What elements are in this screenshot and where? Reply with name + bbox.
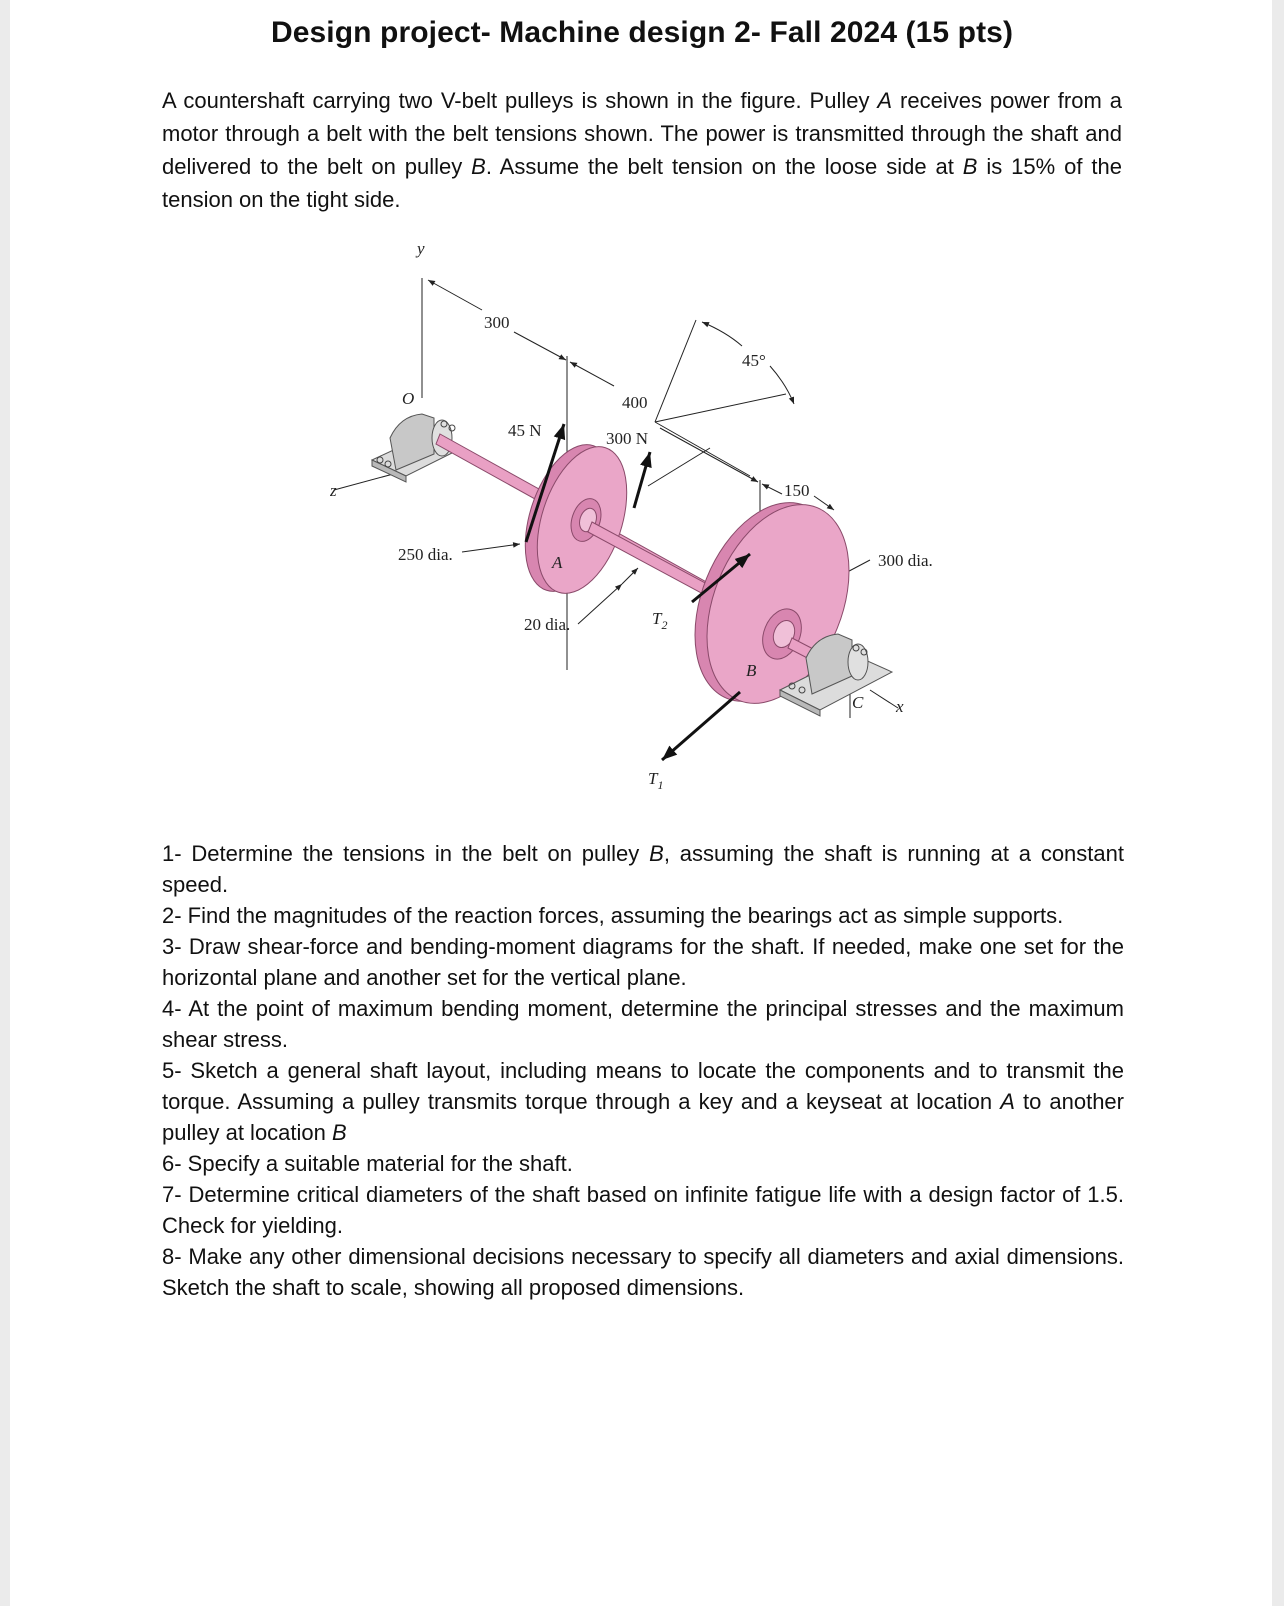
force-300n-arrow bbox=[634, 452, 650, 508]
label-z-axis: z bbox=[330, 481, 337, 500]
dia-20-leader-2 bbox=[622, 568, 638, 584]
label-x-axis: x bbox=[896, 697, 904, 716]
intro-pulley-b-2: B bbox=[962, 154, 978, 179]
question-5: 5- Sketch a general shaft layout, including means to locate the components and to transmit the torque. Assuming a pulley transmits torque through a key and a keyseat at location A to another pulley at location B bbox=[162, 1058, 1124, 1145]
angle-arc-1 bbox=[702, 322, 742, 346]
shaft-axis-extension bbox=[655, 422, 750, 476]
angle-45-label: 45° bbox=[742, 351, 766, 370]
countershaft-diagram bbox=[330, 238, 970, 828]
intro-pulley-b: B bbox=[471, 154, 486, 179]
dia-20-leader bbox=[578, 584, 622, 624]
angle-arc-2 bbox=[770, 366, 794, 404]
question-8: 8- Make any other dimensional decisions necessary to specify all diameters and axial dimensions. Sketch the shaft to scale, showing all proposed dimensions. bbox=[162, 1244, 1124, 1300]
force-300n-label: 300 N bbox=[606, 429, 649, 448]
question-3: 3- Draw shear-force and bending-moment diagrams for the shaft. If needed, make one set for the horizontal plane and another set for the vertical plane. bbox=[162, 934, 1124, 990]
intro-text-2: receives power from a motor through a belt with the belt tensions shown. The power is transmitted through the shaft and delivered to the belt on pulley bbox=[162, 88, 1122, 179]
countershaft-figure bbox=[330, 238, 970, 828]
question-1: 1- Determine the tensions in the belt on pulley B, assuming the shaft is running at a constant speed. bbox=[162, 841, 1124, 897]
dim-300-right bbox=[514, 332, 566, 360]
angle-ref-line-3 bbox=[648, 448, 710, 486]
question-7: 7- Determine critical diameters of the shaft based on infinite fatigue life with a design factor of 1.5. Check for yielding. bbox=[162, 1182, 1124, 1238]
dim-300-label: 300 bbox=[484, 313, 510, 332]
question-2: 2- Find the magnitudes of the reaction forces, assuming the bearings act as simple supports. bbox=[162, 903, 1064, 928]
t1-arrow bbox=[662, 692, 740, 760]
angle-ref-line-1 bbox=[655, 320, 696, 422]
intro-pulley-a: A bbox=[877, 88, 893, 113]
dim-400-right bbox=[660, 428, 758, 482]
t2-label: $T_2$ bbox=[652, 609, 668, 632]
intro-text-4: is 15% of the tension on the tight side. bbox=[162, 154, 1122, 212]
page-title: Design project- Machine design 2- Fall 2024 (15 pts) bbox=[270, 16, 1014, 49]
figure-labels bbox=[330, 239, 933, 792]
dia-20-label: 20 dia. bbox=[524, 615, 571, 634]
dia-250-label: 250 dia. bbox=[398, 545, 453, 564]
dia-250-leader bbox=[462, 544, 520, 552]
label-origin-o: O bbox=[402, 389, 415, 408]
bearing-c-label: C bbox=[852, 693, 864, 712]
x-axis-line bbox=[870, 690, 898, 708]
pulley-a-label: A bbox=[552, 553, 563, 572]
dim-150-left bbox=[762, 484, 782, 494]
dim-300-left bbox=[428, 280, 482, 310]
document-page bbox=[10, 0, 1272, 1606]
t1-label: $T_1$ bbox=[648, 769, 664, 792]
dim-150-label: 150 bbox=[784, 481, 810, 500]
label-y-axis: y bbox=[417, 239, 425, 258]
problem-statement bbox=[162, 84, 1122, 216]
pulley-a bbox=[508, 433, 643, 604]
angle-ref-line-2 bbox=[655, 394, 786, 422]
dim-400-label: 400 bbox=[622, 393, 648, 412]
dim-400-left bbox=[570, 362, 614, 386]
question-list bbox=[162, 838, 1124, 1303]
dia-300-label: 300 dia. bbox=[878, 551, 933, 570]
question-4: 4- At the point of maximum bending moment, determine the principal stresses and the maximum shear stress. bbox=[162, 996, 1124, 1052]
intro-text-1: A countershaft carrying two V-belt pulleys is shown in the figure. Pulley bbox=[162, 88, 878, 113]
force-45n-label: 45 N bbox=[508, 421, 542, 440]
pulley-b-label: B bbox=[746, 661, 757, 680]
intro-text-3: . Assume the belt tension on the loose side at bbox=[485, 154, 963, 179]
question-6: 6- Specify a suitable material for the shaft. bbox=[162, 1151, 573, 1176]
